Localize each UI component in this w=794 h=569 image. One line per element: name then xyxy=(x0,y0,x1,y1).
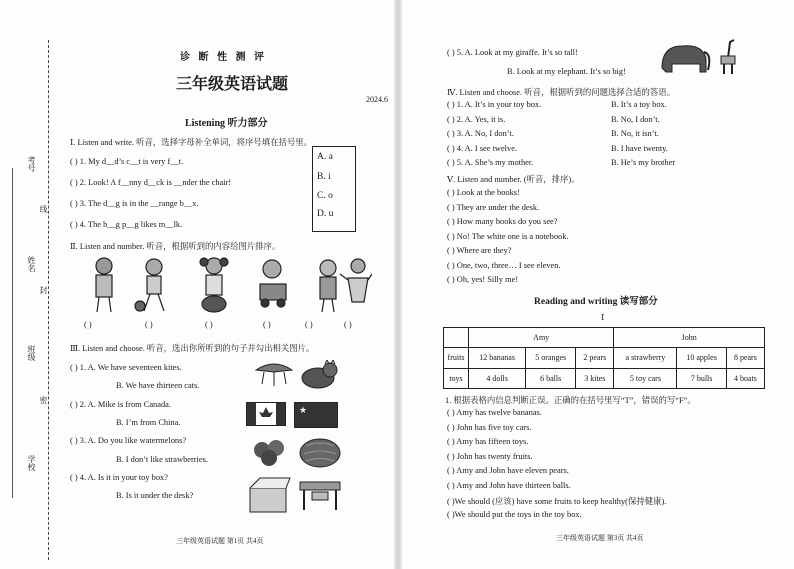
cat-picture xyxy=(298,360,340,390)
label-feng: 封 xyxy=(39,286,48,294)
choice-b: B. I’m from China. xyxy=(116,418,181,427)
page-footer-left: 三年级英语试题 第1页 共4页 xyxy=(176,537,264,545)
kite-picture xyxy=(252,360,296,388)
p1-s1-item: ( ) 2. Look! A f__nny d__ck is __nder the chair! xyxy=(70,178,232,187)
s4-option-a: ( ) 3. A. No, I don’t. xyxy=(447,129,514,138)
s5-item: ( ) Oh, yes! Silly me! xyxy=(447,275,519,284)
label-kaohao: 考号 xyxy=(27,156,36,172)
child-picture xyxy=(340,259,372,302)
s4-option-b: B. No, I don’t. xyxy=(611,115,660,124)
tf-item: ( )We should put the toys in the toy box. xyxy=(447,510,582,519)
table-cell: 2 pears xyxy=(576,348,614,368)
label-mi: 密 xyxy=(39,396,48,404)
table-header-john: John xyxy=(614,328,765,348)
exam-date: 2024.6 xyxy=(366,95,388,104)
choice-b: B. We have thirteen cats. xyxy=(116,381,200,390)
binding-line xyxy=(48,40,49,560)
table-corner xyxy=(444,328,469,348)
tf-item: ( ) Amy and John have thirteen balls. xyxy=(447,481,571,490)
tf-item: ( ) Amy has fifteen toys. xyxy=(447,437,529,446)
child-picture xyxy=(320,260,336,312)
choice-a: ( ) 2. A. Mike is from Canada. xyxy=(70,400,171,409)
number-blank[interactable]: ( ) xyxy=(344,320,352,329)
main-title: 三年级英语试题 xyxy=(176,76,289,93)
p2-q5-a: ( ) 5. A. Look at my giraffe. It’s so tall! xyxy=(447,48,578,57)
page-footer-right: 三年级英语试题 第3页 共4页 xyxy=(556,534,644,542)
binding-rule xyxy=(12,168,13,498)
option: B. i xyxy=(317,172,331,182)
page-fold xyxy=(394,0,402,569)
china-flag-picture xyxy=(294,402,338,428)
p1-s1-item: ( ) 1. My d__d’s c__t is very f__t. xyxy=(70,157,184,166)
fruits-toys-table xyxy=(443,327,765,389)
row-label-toys: toys xyxy=(444,368,469,388)
s4-option-b: B. No, it isn’t. xyxy=(611,129,659,138)
table-cell: 5 oranges xyxy=(526,348,576,368)
number-blank[interactable]: ( ) xyxy=(305,320,313,329)
table-cell: 5 toy cars xyxy=(614,368,677,388)
s4-option-b: B. He’s my brother xyxy=(611,158,676,167)
table-cell: 10 apples xyxy=(677,348,726,368)
listening-title: Listening 听力部分 xyxy=(185,118,268,129)
table-cell: 4 boats xyxy=(726,368,764,388)
table-header-amy: Amy xyxy=(469,328,614,348)
s4-option-a: ( ) 2. A. Yes, it is. xyxy=(447,115,506,124)
label-banji: 班级 xyxy=(27,345,36,361)
p1-s2-heading: Ⅱ. Listen and number. 听音，根据听到的内容给图片排序。 xyxy=(70,242,281,251)
s4-option-b: B. It’s a toy box. xyxy=(611,100,667,109)
p2-s5-heading: Ⅴ. Listen and number. (听音，排序)。 xyxy=(447,175,580,184)
p1-s3-heading: Ⅲ. Listen and choose. 听音，选出你所听到的句子并勾出相关图片。 xyxy=(70,344,315,353)
s5-item: ( ) How many books do you see? xyxy=(447,217,558,226)
strawberry-picture xyxy=(250,436,288,468)
reading-writing-title: Reading and writing 读写部分 xyxy=(534,297,658,307)
table-cell: 7 bulls xyxy=(677,368,726,388)
p1-s1-item: ( ) 4. The b__g p__g likes m__lk. xyxy=(70,220,183,229)
child-picture xyxy=(135,259,164,311)
row-label-fruits: fruits xyxy=(444,348,469,368)
option: C. o xyxy=(317,191,333,201)
s5-item: ( ) One, two, three… I see eleven. xyxy=(447,261,561,270)
choice-a: ( ) 3. A. Do you like watermelons? xyxy=(70,436,187,445)
p2-s4-heading: Ⅳ. Listen and choose. 听音，根据听到的问题选择合适的答语。 xyxy=(447,88,675,97)
canada-flag-picture xyxy=(246,402,286,426)
tf-item: ( ) Amy has twelve bananas. xyxy=(447,408,542,417)
choice-a: ( ) 4. A. Is it in your toy box? xyxy=(70,473,168,482)
label-xian: 线 xyxy=(39,205,48,213)
elephant-giraffe-picture xyxy=(658,38,744,80)
choice-a: ( ) 1. A. We have seventeen kites. xyxy=(70,363,182,372)
child-picture xyxy=(260,260,286,307)
child-picture xyxy=(200,258,228,312)
s4-option-a: ( ) 5. A. She’s my mother. xyxy=(447,158,534,167)
label-xingming: 姓名 xyxy=(27,256,36,272)
s5-item: ( ) They are under the desk. xyxy=(447,203,540,212)
number-blank[interactable]: ( ) xyxy=(145,320,153,329)
choice-b: B. I don’t like strawberries. xyxy=(116,455,208,464)
s4-option-a: ( ) 1. A. It’s in your toy box. xyxy=(447,100,542,109)
label-xuexiao: 学校 xyxy=(27,455,36,471)
number-blank[interactable]: ( ) xyxy=(263,320,271,329)
eval-title: 诊 断 性 测 评 xyxy=(180,52,267,63)
table-cell: 8 pears xyxy=(726,348,764,368)
table-cell: 6 balls xyxy=(526,368,576,388)
desk-picture xyxy=(298,476,344,512)
p1-s1-heading: Ⅰ. Listen and write. 听音，选择字母补全单词，将序号填在括号里。 xyxy=(70,138,312,147)
table-cell: a strawberry xyxy=(614,348,677,368)
children-pictures xyxy=(82,254,372,316)
tf-item: ( ) John has twenty fruits. xyxy=(447,452,533,461)
s4-option-a: ( ) 4. A. I see twelve. xyxy=(447,144,518,153)
s5-item: ( ) No! The white one is a notebook. xyxy=(447,232,569,241)
table-cell: 4 dolls xyxy=(469,368,526,388)
toy-box-picture xyxy=(246,474,292,514)
p1-s1-item: ( ) 3. The d__g is in the __range b__x. xyxy=(70,199,199,208)
tf-item: ( ) John has five toy cars. xyxy=(447,423,532,432)
tf-heading: 1. 根据表格内信息判断正误。正确的在括号里写“T”，错误的写“F”。 xyxy=(445,396,696,405)
option: D. u xyxy=(317,209,334,219)
table-cell: 3 kites xyxy=(576,368,614,388)
number-blank[interactable]: ( ) xyxy=(205,320,213,329)
s4-option-b: B. I have twenty. xyxy=(611,144,668,153)
p2-q5-b: B. Look at my elephant. It’s so big! xyxy=(507,67,626,76)
number-blank[interactable]: ( ) xyxy=(84,320,92,329)
choice-b: B. Is it under the desk? xyxy=(116,491,194,500)
child-picture xyxy=(96,258,112,312)
roman-one: Ⅰ xyxy=(601,313,605,322)
tf-item: ( ) Amy and John have eleven pears. xyxy=(447,466,569,475)
s5-item: ( ) Look at the books! xyxy=(447,188,520,197)
option: A. a xyxy=(317,152,333,162)
s5-item: ( ) Where are they? xyxy=(447,246,512,255)
watermelon-picture xyxy=(298,436,342,468)
tf-item: ( )We should (应该) have some fruits to keep healthy(保持健康). xyxy=(447,497,667,506)
svg-text:★: ★ xyxy=(299,405,308,415)
table-cell: 12 bananas xyxy=(469,348,526,368)
